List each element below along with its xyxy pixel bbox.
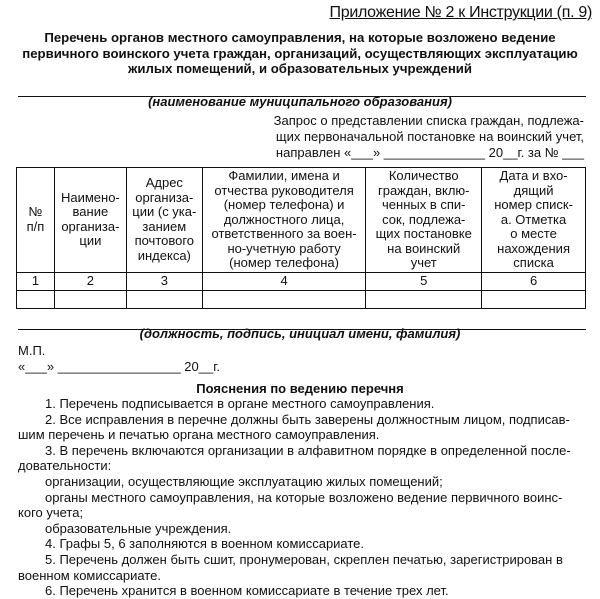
title-line: Перечень органов местного самоуправления, на которые возложено ведение bbox=[44, 30, 556, 45]
table-cell bbox=[17, 290, 55, 308]
note-line: 3. В перечень включаются организации в алфавитном порядке в определенной после- bbox=[45, 442, 571, 458]
notes-list bbox=[18, 396, 588, 599]
appendix-reference: Приложение № 2 к Инструкции (п. 9) bbox=[329, 4, 592, 21]
header-cell-organization: Наимено- вание организа- ции bbox=[54, 168, 126, 273]
header-cell-officials: Фамилии, имена и отчества руководителя (номер телефона) и должностного лица, ответственного за воен- но-учетную работу (номер телефона) bbox=[202, 168, 366, 273]
column-number-cell: 4 bbox=[202, 272, 366, 290]
note-line: кого учета; bbox=[18, 505, 84, 521]
table-header-row bbox=[17, 168, 586, 273]
note-line: организации, осуществляющие эксплуатацию жилых помещений; bbox=[45, 473, 443, 489]
table-cell bbox=[366, 290, 482, 308]
header-cell-address: Адрес организа- ции (с ука- занием почтового индекса) bbox=[126, 168, 202, 273]
table-cell bbox=[54, 290, 126, 308]
table-cell bbox=[202, 290, 366, 308]
note-line: 4. Графы 5, 6 заполняются в военном комиссариате. bbox=[45, 536, 365, 552]
title-line: жилых помещений, и образовательных учреждений bbox=[127, 61, 472, 76]
note-line: довательности: bbox=[18, 458, 112, 474]
header-cell-date: Дата и вхо- дящий номер списк- а. Отметка о месте нахождения списка bbox=[482, 168, 586, 273]
request-line: направлен «___» ______________ 20__г. за № ___ bbox=[275, 145, 584, 160]
request-block bbox=[258, 113, 584, 161]
organizations-table bbox=[16, 167, 586, 309]
note-line: 5. Перечень должен быть сшит, пронумерован, скреплен печатью, зарегистрирован в bbox=[45, 551, 563, 567]
note-line: 6. Перечень хранится в военном комиссариате в течение трех лет. bbox=[45, 583, 449, 599]
table-cell bbox=[482, 290, 586, 308]
note-line: шим перечень и печатью органа местного самоуправления. bbox=[18, 427, 380, 443]
column-number-cell: 1 bbox=[17, 272, 55, 290]
column-number-cell: 3 bbox=[126, 272, 202, 290]
table-row bbox=[17, 272, 586, 290]
document-title bbox=[10, 30, 590, 77]
note-line: 1. Перечень подписывается в органе местного самоуправления. bbox=[45, 396, 435, 411]
municipality-caption: (наименование муниципального образования) bbox=[148, 94, 452, 109]
note-line: военном комиссариате. bbox=[18, 567, 161, 583]
header-cell-citizens-count: Количество граждан, вклю- ченных в спи- сок, подлежа- щих постановке на воинский учет bbox=[366, 168, 482, 273]
note-line: образовательные учреждения. bbox=[45, 520, 232, 536]
note-line: 2. Все исправления в перечне должны быть заверены должностным лицом, подписав- bbox=[45, 411, 570, 427]
column-number-cell: 5 bbox=[366, 272, 482, 290]
table-cell bbox=[126, 290, 202, 308]
note-line: органы местного самоуправления, на которые возложено ведение первичного воинс- bbox=[45, 489, 563, 505]
table-row bbox=[17, 290, 586, 308]
signature-caption: (должность, подпись, инициал имени, фамилия) bbox=[139, 326, 461, 341]
request-line: Запрос о представлении списка граждан, подлежа- bbox=[273, 113, 584, 128]
title-line: первичного воинского учета граждан, организаций, осуществляющих эксплуатацию bbox=[22, 45, 578, 61]
signature-date: «___» _________________ 20__г. bbox=[18, 359, 220, 374]
stamp-place: М.П. bbox=[18, 343, 46, 358]
request-line: щих первоначальной постановке на воинский учет, bbox=[275, 129, 584, 144]
header-cell-number: № п/п bbox=[17, 168, 55, 273]
column-number-cell: 2 bbox=[54, 272, 126, 290]
column-number-cell: 6 bbox=[482, 272, 586, 290]
notes-title: Пояснения по ведению перечня bbox=[196, 381, 404, 396]
